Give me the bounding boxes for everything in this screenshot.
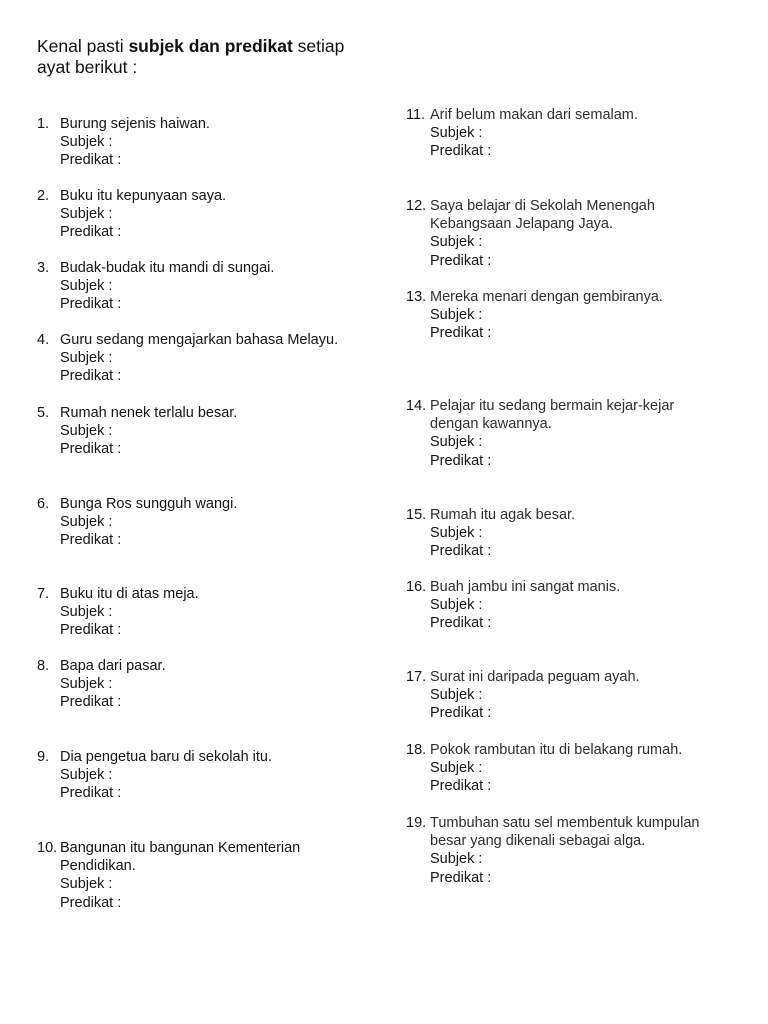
question-number: 10. [37,840,58,856]
question-text: Dia pengetua baru di sekolah itu. [60,749,273,765]
question-text: Buku itu kepunyaan saya. [60,188,227,204]
subjek-label: Subjek : [60,876,113,893]
title-bold-text: subjek dan predikat [128,36,293,56]
question-number: 2. [37,188,50,204]
predikat-label: Predikat : [430,252,492,269]
question-text-line-2: besar yang dikenali sebagai alga. [430,833,646,850]
predikat-label: Predikat : [430,325,492,342]
subjek-label: Subjek : [60,423,113,440]
question-13 [406,288,663,343]
question-text: Tumbuhan satu sel membentuk kumpulan [430,815,700,831]
question-number: 4. [37,332,50,348]
subjek-label: Subjek : [60,278,113,295]
predikat-label: Predikat : [430,615,492,632]
question-10 [37,839,300,912]
title-text-2: setiap [292,36,345,56]
question-9 [37,748,272,803]
subjek-label: Subjek : [430,760,483,777]
question-number: 3. [37,260,50,276]
predikat-label: Predikat : [430,869,492,886]
question-text: Guru sedang mengajarkan bahasa Melayu. [60,332,339,348]
predikat-label: Predikat : [60,152,122,169]
question-number: 12. [406,198,427,214]
predikat-label: Predikat : [60,441,122,458]
question-7 [37,585,199,640]
question-text-line-2: dengan kawannya. [430,416,552,433]
predikat-label: Predikat : [430,778,492,795]
question-14 [406,397,674,470]
worksheet-title [37,36,377,78]
question-text: Budak-budak itu mandi di sungai. [60,260,275,276]
subjek-label: Subjek : [60,767,113,784]
question-text: Burung sejenis haiwan. [60,116,210,132]
predikat-label: Predikat : [430,705,492,722]
question-text: Surat ini daripada peguam ayah. [430,669,640,685]
predikat-label: Predikat : [430,452,492,469]
question-18 [406,741,682,796]
subjek-label: Subjek : [430,851,483,868]
question-text: Mereka menari dengan gembiranya. [430,289,663,305]
predikat-label: Predikat : [60,224,122,241]
question-text: Bangunan itu bangunan Kementerian [60,840,301,856]
question-1 [37,115,210,170]
question-number: 19. [406,815,427,831]
subjek-label: Subjek : [430,434,483,451]
question-text: Pelajar itu sedang bermain kejar-kejar [430,398,675,414]
subjek-label: Subjek : [430,307,483,324]
subjek-label: Subjek : [430,525,483,542]
question-text-line-2: Kebangsaan Jelapang Jaya. [430,216,614,233]
subjek-label: Subjek : [430,125,483,142]
question-text: Pokok rambutan itu di belakang rumah. [430,742,683,758]
question-number: 7. [37,586,50,602]
question-number: 15. [406,507,427,523]
question-8 [37,657,166,712]
predikat-label: Predikat : [60,622,122,639]
question-17 [406,668,640,723]
question-text-line-2: Pendidikan. [60,858,136,875]
subjek-label: Subjek : [60,134,113,151]
subjek-label: Subjek : [60,676,113,693]
question-11 [406,106,638,161]
question-number: 1. [37,116,50,132]
predikat-label: Predikat : [60,296,122,313]
predikat-label: Predikat : [60,532,122,549]
question-number: 14. [406,398,427,414]
subjek-label: Subjek : [60,604,113,621]
question-number: 16. [406,579,427,595]
predikat-label: Predikat : [430,543,492,560]
question-2 [37,187,226,242]
title-text-3: ayat berikut : [37,57,138,77]
question-number: 5. [37,405,50,421]
title-text-1: Kenal pasti [37,36,129,56]
subjek-label: Subjek : [430,597,483,614]
question-number: 11. [406,107,426,123]
question-4 [37,331,338,386]
question-number: 9. [37,749,50,765]
predikat-label: Predikat : [60,694,122,711]
question-text: Bapa dari pasar. [60,658,166,674]
subjek-label: Subjek : [60,350,113,367]
question-15 [406,506,575,561]
question-text: Buku itu di atas meja. [60,586,199,602]
question-6 [37,495,237,550]
question-text: Bunga Ros sungguh wangi. [60,496,238,512]
question-number: 17. [406,669,427,685]
question-text: Buah jambu ini sangat manis. [430,579,621,595]
predikat-label: Predikat : [60,368,122,385]
question-number: 8. [37,658,50,674]
subjek-label: Subjek : [430,687,483,704]
question-number: 6. [37,496,50,512]
question-16 [406,578,620,633]
question-text: Arif belum makan dari semalam. [430,107,638,123]
question-text: Rumah itu agak besar. [430,507,576,523]
question-number: 18. [406,742,427,758]
question-3 [37,259,274,314]
question-number: 13. [406,289,427,305]
subjek-label: Subjek : [430,234,483,251]
predikat-label: Predikat : [430,143,492,160]
subjek-label: Subjek : [60,514,113,531]
predikat-label: Predikat : [60,894,122,911]
question-text: Saya belajar di Sekolah Menengah [430,198,655,214]
question-text: Rumah nenek terlalu besar. [60,405,238,421]
question-12 [406,197,655,270]
question-5 [37,404,237,459]
question-19 [406,814,699,887]
subjek-label: Subjek : [60,206,113,223]
predikat-label: Predikat : [60,785,122,802]
